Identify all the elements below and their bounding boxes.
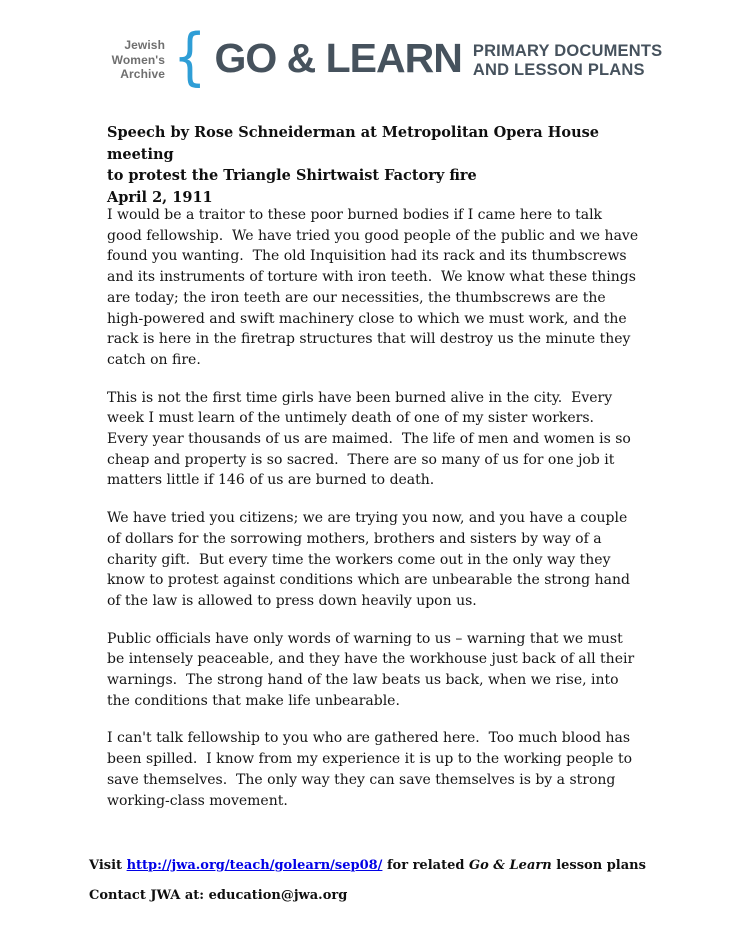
jewish-womens-archive-wordmark xyxy=(101,38,165,82)
visit-line xyxy=(89,858,689,873)
speech-paragraph: I would be a traitor to these poor burned bodies if I came here to talk good fellowship. We have tried you good people of the public and we have found you wanting. The old Inquisition had its rack and its thumbscrews and its instruments of torture with iron teeth. We know what these things are today; the iron teeth are our necessities, the thumbscrews are the high-powered and swift machinery close to which we must work, and the rack is here in the firetrap structures that will destroy us the minute they catch on fire. xyxy=(107,207,643,368)
visit-middle: for related xyxy=(382,858,469,873)
speech-body xyxy=(107,205,643,828)
logo-subtitle-line: AND LESSON PLANS xyxy=(472,60,645,79)
visit-prefix: Visit xyxy=(89,858,127,873)
speech-paragraph: I can't talk fellowship to you who are gathered here. Too much blood has been spilled. I know from my experience it is up to the working people to save themselves. The only way they can save themselves is by a strong working-class movement. xyxy=(107,730,637,809)
speech-paragraph: This is not the first time girls have been burned alive in the city. Every week I must learn of the untimely death of one of my sister workers. Every year thousands of us are maimed. The life of men and women is so cheap and property is so sacred. There are so many of us for one job it matters little if 146 of us are burned to death. xyxy=(107,389,636,489)
go-and-learn-title: GO & LEARN xyxy=(214,35,462,82)
series-name: Go & Learn xyxy=(468,858,552,873)
brace-icon: { xyxy=(172,20,207,93)
document-title-line: Speech by Rose Schneiderman at Metropolitan Opera House meeting xyxy=(107,124,600,163)
document-title xyxy=(107,122,647,208)
page-footer xyxy=(89,858,689,918)
document-title-line: April 2, 1911 xyxy=(107,188,213,206)
archive-wordmark-line: Women's xyxy=(111,52,165,67)
speech-paragraph: Public officials have only words of warning to us – warning that we must be intensely peaceable, and they have the workhouse just back of all their warnings. The strong hand of the law beats us back, when we rise, into the conditions that make life unbearable. xyxy=(107,630,639,709)
logo-subtitle-line: PRIMARY DOCUMENTS xyxy=(472,42,663,61)
visit-suffix: lesson plans xyxy=(551,858,646,873)
archive-wordmark-line: Jewish xyxy=(124,38,165,53)
jwa-go-and-learn-logo xyxy=(101,20,663,93)
speech-paragraph: We have tried you citizens; we are trying you now, and you have a couple of dollars for the sorrowing mothers, brothers and sisters by way of a charity gift. But every time the workers come out in the only way they know to protest against conditions which are unbearable the strong hand of the law is allowed to press down heavily upon us. xyxy=(107,510,635,609)
document-title-line: to protest the Triangle Shirtwaist Factory fire xyxy=(107,167,477,184)
lesson-plans-link[interactable]: http://jwa.org/teach/golearn/sep08/ xyxy=(126,858,383,873)
logo-subtitle xyxy=(473,42,663,79)
archive-wordmark-line: Archive xyxy=(120,67,165,82)
contact-line: Contact JWA at: education@jwa.org xyxy=(89,888,348,903)
